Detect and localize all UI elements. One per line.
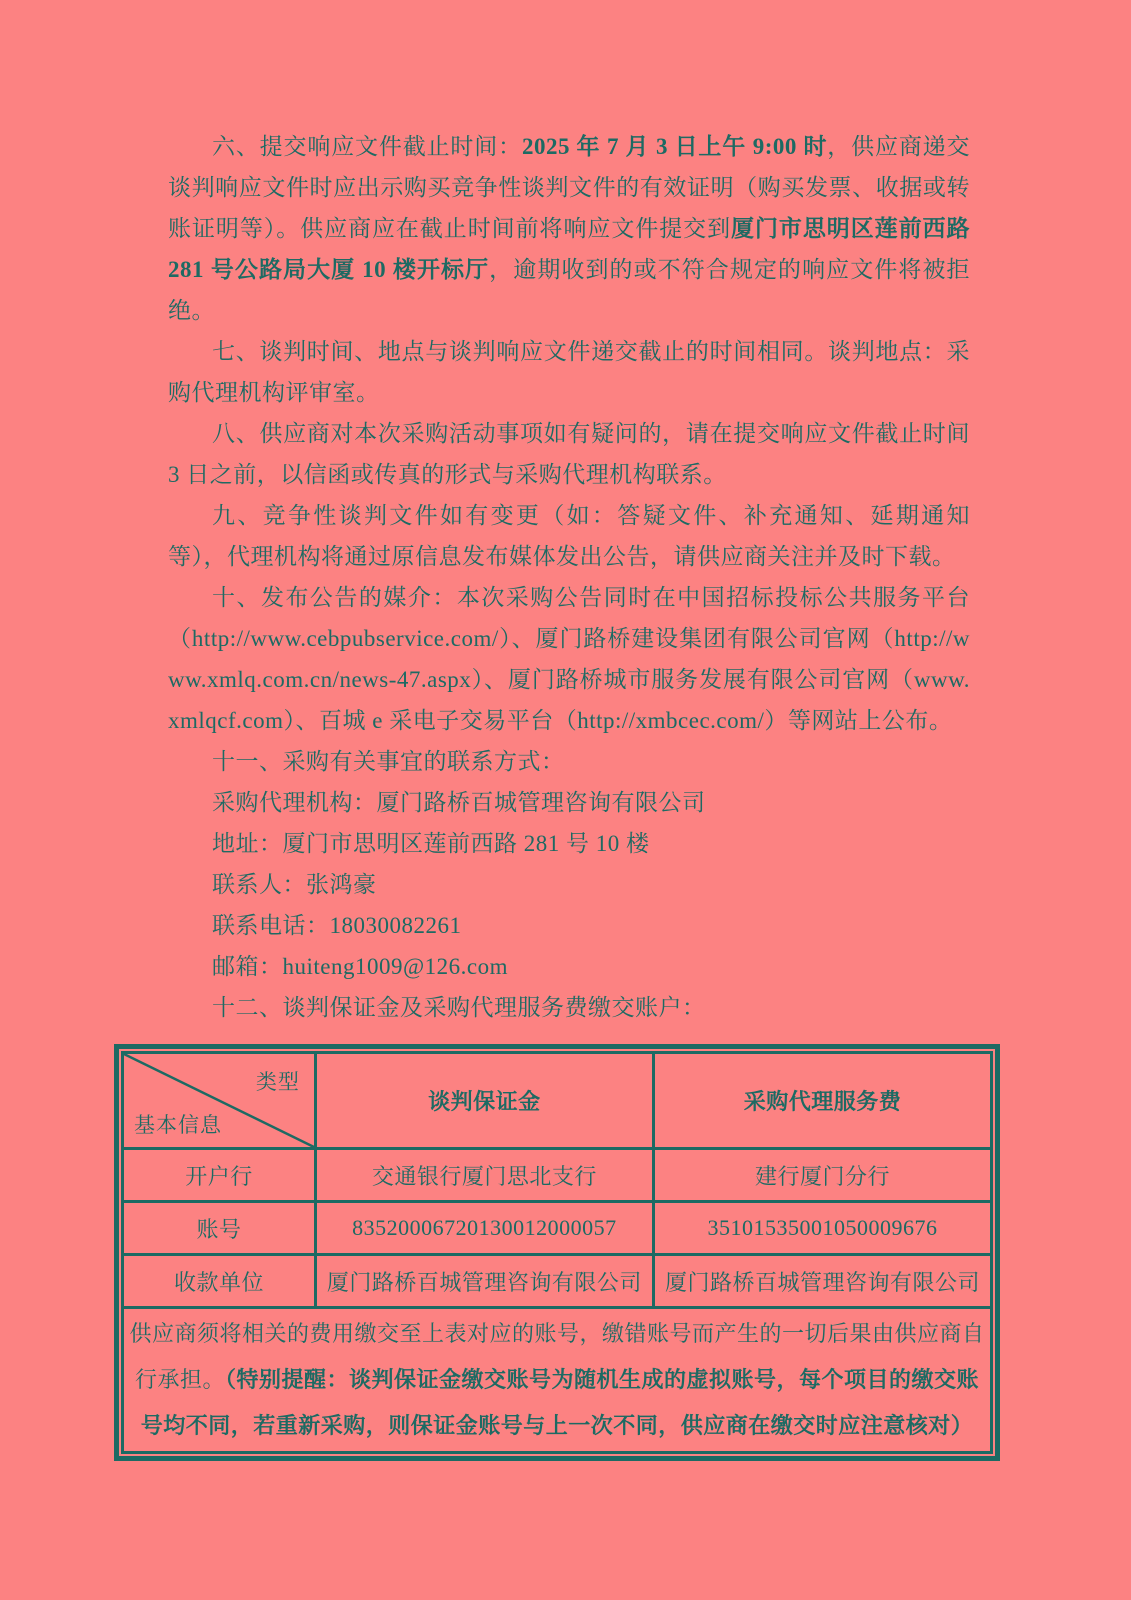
text-segment: ，供应商递交谈判响应文件时应出示购买竞争性谈判文件的有效证明（购买发票、收据或转账证明等）。供应商应在截止时间前将响应文件提交到 xyxy=(168,134,971,241)
paragraph-contact-phone xyxy=(168,905,970,946)
table-corner-cell xyxy=(123,1053,316,1149)
account-number-agency-fee-value: 35101535001050009676 xyxy=(653,1202,991,1255)
paragraph-contact-agency xyxy=(168,782,970,823)
account-number-deposit-value: 83520006720130012000057 xyxy=(315,1202,653,1255)
text-segment: ，逾期收到的或不符合规定的响应文件将被拒绝。 xyxy=(168,257,971,323)
paragraph-section-9-changes xyxy=(168,495,970,577)
text-segment: 八、供应商对本次采购活动事项如有疑问的，请在提交响应文件截止时间 3 日之前，以信函或传真的形式与采购代理机构联系。 xyxy=(168,421,970,487)
paragraph-section-11-contact-heading xyxy=(168,741,970,782)
table-row-account-number xyxy=(123,1202,992,1255)
payment-accounts-table xyxy=(121,1051,993,1454)
text-segment: 厦门市思明区莲前西路 281 号公路局大厦 10 楼开标厅 xyxy=(168,216,971,282)
table-row-payee xyxy=(123,1255,992,1308)
text-segment: 七、谈判时间、地点与谈判响应文件递交截止的时间相同。谈判地点：采购代理机构评审室。 xyxy=(168,339,970,405)
row-label-account-number: 账号 xyxy=(123,1202,316,1255)
row-label-bank: 开户行 xyxy=(123,1149,316,1202)
text-segment: 邮箱：huiteng1009@126.com xyxy=(212,954,509,979)
text-segment: 九、竞争性谈判文件如有变更（如：答疑文件、补充通知、延期通知等），代理机构将通过原信息发布媒体发出公告，请供应商关注并及时下载。 xyxy=(168,503,970,569)
text-segment: 联系电话：18030082261 xyxy=(212,913,462,938)
table-note-regular-text: 供应商须将相关的费用缴交至上表对应的账号，缴错账号而产生的一切后果由供应商自行承担。 xyxy=(129,1321,985,1392)
text-segment: 地址：厦门市思明区莲前西路 281 号 10 楼 xyxy=(212,831,650,856)
column-header-deposit: 谈判保证金 xyxy=(315,1053,653,1149)
bank-agency-fee-value: 建行厦门分行 xyxy=(653,1149,991,1202)
payee-agency-fee-value: 厦门路桥百城管理咨询有限公司 xyxy=(653,1255,991,1308)
text-segment: 联系人：张鸿豪 xyxy=(212,872,377,897)
paragraph-section-12-accounts-heading xyxy=(168,987,970,1028)
paragraph-section-6-deadline xyxy=(168,126,970,331)
table-row-bank xyxy=(123,1149,992,1202)
paragraph-section-7-negotiation-time xyxy=(168,331,970,413)
row-label-payee: 收款单位 xyxy=(123,1255,316,1308)
payee-deposit-value: 厦门路桥百城管理咨询有限公司 xyxy=(315,1255,653,1308)
paragraph-contact-person xyxy=(168,864,970,905)
corner-label-basic-info: 基本信息 xyxy=(134,1113,222,1137)
text-segment: 十、发布公告的媒介：本次采购公告同时在中国招标投标公共服务平台（http://www.cebpubservice.com/）、厦门路桥建设集团有限公司官网（http://www.xmlq.com.cn/news-47.aspx）、厦门路桥城市服务发展有限公司官网（www.xmlqcf.com）、百城 e 采电子交易平台（http://xmbcec.com/）等网站上公布。 xyxy=(168,585,970,733)
table-note-bold-text: （特别提醒：谈判保证金缴交账号为随机生成的虚拟账号，每个项目的缴交账号均不同，若重新采购，则保证金账号与上一次不同，供应商在缴交时应注意核对） xyxy=(140,1367,980,1438)
corner-label-type: 类型 xyxy=(255,1070,300,1094)
paragraph-section-8-questions xyxy=(168,413,970,495)
table-row-note xyxy=(123,1308,992,1453)
paragraph-section-10-media xyxy=(168,577,970,741)
bank-deposit-value: 交通银行厦门思北支行 xyxy=(315,1149,653,1202)
text-segment: 十二、谈判保证金及采购代理服务费缴交账户： xyxy=(212,995,706,1020)
text-segment: 十一、采购有关事宜的联系方式： xyxy=(212,749,565,774)
table-note xyxy=(123,1308,992,1453)
paragraph-contact-email xyxy=(168,946,970,987)
text-segment: 六、提交响应文件截止时间： xyxy=(212,134,522,159)
document-body xyxy=(168,126,970,1028)
payment-accounts-table-frame xyxy=(114,1044,1000,1461)
paragraph-contact-address xyxy=(168,823,970,864)
text-segment: 采购代理机构：厦门路桥百城管理咨询有限公司 xyxy=(212,790,706,815)
column-header-agency-fee: 采购代理服务费 xyxy=(653,1053,991,1149)
text-segment: 2025 年 7 月 3 日上午 9:00 时 xyxy=(521,134,828,159)
